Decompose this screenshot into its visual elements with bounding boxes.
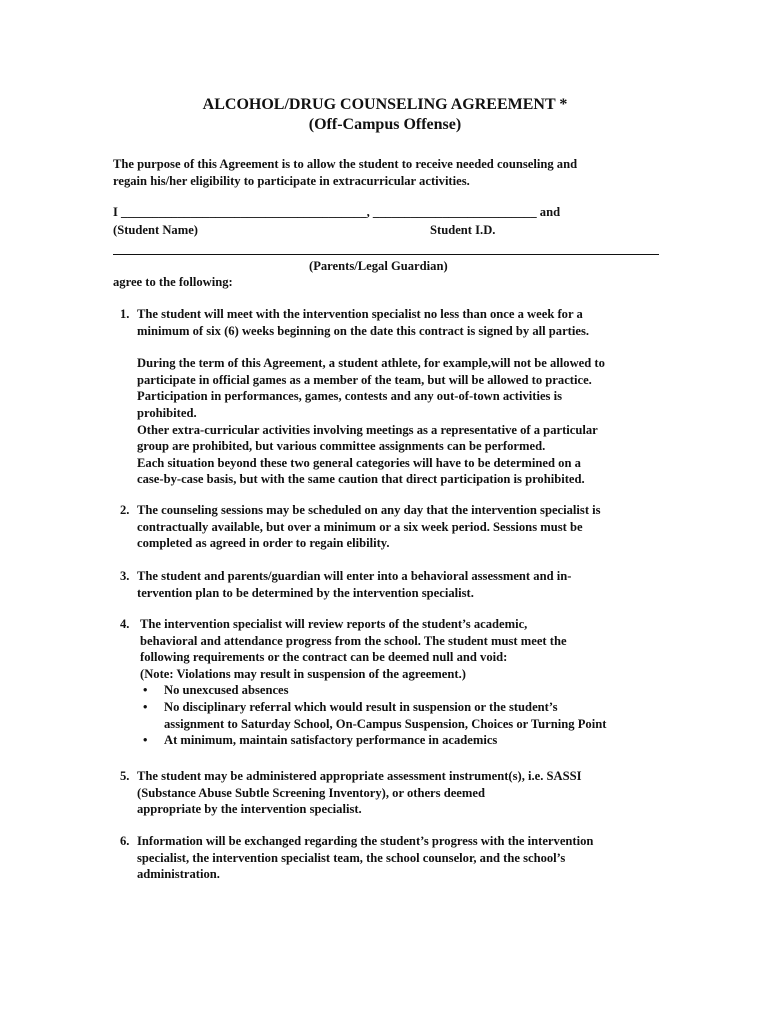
agreement-item-2 (120, 502, 680, 552)
item-line: appropriate by the intervention specialist. (137, 802, 362, 817)
item-number: 3. (120, 569, 130, 583)
list-item (140, 732, 680, 749)
item-line: Participation in performances, games, contests and any out-of-town activities is (137, 389, 562, 404)
name-id-fill-line: I _______________________________________, __________________________ and (113, 205, 561, 219)
item-line: contractually available, but over a minimum or a six week period. Sessions must be (137, 519, 583, 534)
item-line: Information will be exchanged regarding the student’s progress with the intervention (137, 834, 594, 848)
requirements-list (140, 682, 680, 748)
item-line: (Substance Abuse Subtle Screening Inventory), or others deemed (137, 785, 485, 800)
item-line: During the term of this Agreement, a student athlete, for example,will not be allowed to (137, 356, 605, 371)
item-number: 2. (120, 503, 130, 517)
item-line: tervention plan to be determined by the intervention specialist. (137, 585, 474, 600)
item-line: The student and parents/guardian will enter into a behavioral assessment and in- (137, 569, 572, 583)
list-item (140, 682, 680, 699)
agreement-item-4 (120, 616, 680, 749)
purpose-line: The purpose of this Agreement is to allow the student to receive needed counseling and (113, 157, 578, 171)
item-line: group are prohibited, but various committee assignments can be performed. (137, 439, 546, 454)
item-number: 4. (120, 617, 130, 631)
purpose-paragraph (113, 156, 673, 189)
list-item-text: assignment to Saturday School, On-Campus Suspension, Choices or Turning Point (164, 716, 607, 731)
parent-guardian-label: (Parents/Legal Guardian) (309, 259, 448, 273)
item-line: prohibited. (137, 405, 197, 420)
item-number: 5. (120, 769, 130, 783)
agreement-item-3 (120, 568, 680, 601)
agree-text: agree to the following: (113, 275, 233, 289)
item-line: specialist, the intervention specialist team, the school counselor, and the school’s (137, 850, 566, 865)
item-line: case-by-case basis, but with the same caution that direct participation is prohibited. (137, 472, 585, 487)
document-title: ALCOHOL/DRUG COUNSELING AGREEMENT * (202, 96, 568, 113)
item-line: following requirements or the contract can be deemed null and void: (140, 650, 508, 665)
item-line: participate in official games as a member of the team, but will be allowed to practice. (137, 372, 592, 387)
item-line: The intervention specialist will review reports of the student’s academic, (140, 617, 528, 631)
list-item (140, 699, 680, 732)
item-line: minimum of six (6) weeks beginning on the date this contract is signed by all parties. (137, 323, 589, 338)
item-note: (Note: Violations may result in suspension of the agreement.) (140, 666, 466, 681)
list-item-text: No unexcused absences (164, 683, 289, 698)
agreement-item-6 (120, 833, 680, 883)
item-line: completed as agreed in order to regain elibility. (137, 536, 390, 551)
list-item-text: No disciplinary referral which would result in suspension or the student’s (164, 699, 558, 714)
agreement-item-5 (120, 768, 680, 818)
item-line: behavioral and attendance progress from the school. The student must meet the (140, 633, 567, 648)
document-subtitle: (Off-Campus Offense) (308, 116, 462, 133)
item-line: The student will meet with the intervention specialist no less than once a week for a (137, 307, 583, 321)
item-line: Other extra-curricular activities involving meetings as a representative of a particular (137, 422, 598, 437)
item-line: Each situation beyond these two general categories will have to be determined on a (137, 455, 581, 470)
bullet-icon: • (143, 733, 148, 748)
student-name-label: (Student Name) (113, 223, 199, 237)
parent-signature-line (113, 254, 659, 255)
student-id-label: Student I.D. (430, 223, 496, 237)
purpose-line: regain his/her eligibility to participate in extracurricular activities. (113, 173, 470, 188)
item-line: The counseling sessions may be scheduled on any day that the intervention specialist is (137, 503, 601, 517)
bullet-icon: • (143, 683, 148, 698)
bullet-icon: • (143, 699, 148, 714)
item-line: administration. (137, 867, 220, 882)
item-line: The student may be administered appropriate assessment instrument(s), i.e. SASSI (137, 769, 582, 783)
list-item-text: At minimum, maintain satisfactory performance in academics (164, 733, 498, 748)
item-number: 1. (120, 307, 130, 321)
agreement-item-1 (120, 306, 680, 488)
item-number: 6. (120, 834, 130, 848)
